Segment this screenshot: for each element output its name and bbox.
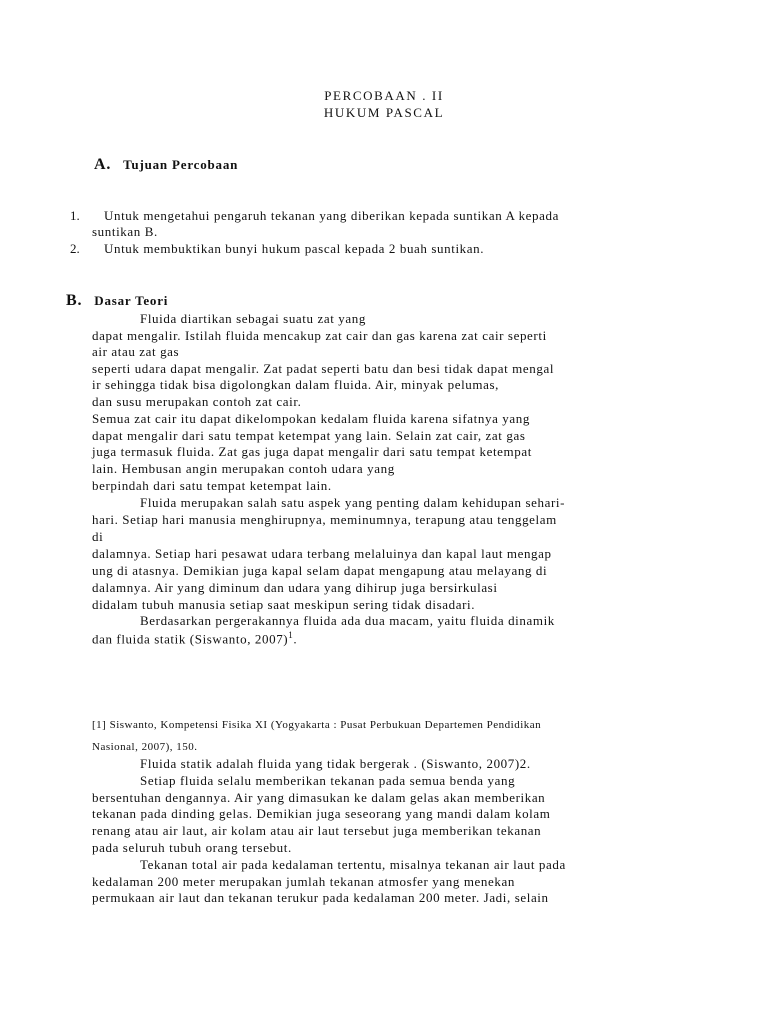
document-title: PERCOBAAN . II <box>324 88 444 103</box>
paragraph-line: kedalaman 200 meter merupakan jumlah tekanan atmosfer yang menekan <box>92 874 515 889</box>
list-item-number: 2. <box>70 241 80 256</box>
section-b-heading <box>66 292 168 310</box>
paragraph-line: di <box>92 529 104 544</box>
section-b-letter: B. <box>66 292 83 309</box>
paragraph-line: dan susu merupakan contoh zat cair. <box>92 394 302 409</box>
footnote <box>92 719 541 731</box>
paragraph-line: Tekanan total air pada kedalaman tertentu, misalnya tekanan air laut pada <box>140 857 566 872</box>
section-b-title: Dasar Teori <box>94 293 169 308</box>
paragraph-line: ir sehingga tidak bisa digolongkan dalam fluida. Air, minyak pelumas, <box>92 377 499 392</box>
paragraph-line: Fluida diartikan sebagai suatu zat yang <box>140 311 366 326</box>
paragraph-line: bersentuhan dengannya. Air yang dimasukan ke dalam gelas akan memberikan <box>92 790 546 805</box>
paragraph-line: berpindah dari satu tempat ketempat lain. <box>92 478 332 493</box>
section-a-letter: A. <box>94 156 112 173</box>
footnote-mark[interactable]: [1] <box>92 719 107 731</box>
list-item-text: Untuk membuktikan bunyi hukum pascal kepada 2 buah suntikan. <box>104 241 485 256</box>
paragraph-line: juga termasuk fluida. Zat gas juga dapat mengalir dari satu tempat ketempat <box>92 444 532 459</box>
paragraph-line: permukaan air laut dan tekanan terukur pada kedalaman 200 meter. Jadi, selain <box>92 890 549 905</box>
paragraph-line: pada seluruh tubuh orang tersebut. <box>92 840 292 855</box>
section-a-heading <box>94 156 238 174</box>
paragraph-line <box>92 630 297 647</box>
paragraph-line: Semua zat cair itu dapat dikelompokan kedalam fluida karena sifatnya yang <box>92 411 530 426</box>
document-subtitle: HUKUM PASCAL <box>323 105 445 120</box>
paragraph-line: dapat mengalir dari satu tempat ketempat yang lain. Selain zat cair, zat gas <box>92 428 526 443</box>
footnote-text-cont: Nasional, 2007), 150. <box>92 741 198 753</box>
paragraph-line: dalamnya. Air yang diminum dan udara yang dihirup juga bersirkulasi <box>92 580 498 595</box>
paragraph-line: didalam tubuh manusia setiap saat meskipun sering tidak disadari. <box>92 597 476 612</box>
paragraph-line: Setiap fluida selalu memberikan tekanan pada semua benda yang <box>140 773 516 788</box>
paragraph-line: renang atau air laut, air kolam atau air laut tersebut juga memberikan tekanan <box>92 823 542 838</box>
paragraph-line: tekanan pada dinding gelas. Demikian juga seseorang yang mandi dalam kolam <box>92 806 551 821</box>
paragraph-line: Fluida merupakan salah satu aspek yang penting dalam kehidupan sehari- <box>140 495 566 510</box>
paragraph-line: Berdasarkan pergerakannya fluida ada dua macam, yaitu fluida dinamik <box>140 613 555 628</box>
list-item-number: 1. <box>70 208 80 223</box>
paragraph-line: dalamnya. Setiap hari pesawat udara terbang melaluinya dan kapal laut mengap <box>92 546 552 561</box>
paragraph-line-text: dan fluida statik (Siswanto, 2007) <box>92 631 289 647</box>
footnote-reference[interactable]: 1 <box>288 630 294 640</box>
paragraph-line: Fluida statik adalah fluida yang tidak bergerak . (Siswanto, 2007)2. <box>140 756 531 771</box>
paragraph-line: lain. Hembusan angin merupakan contoh udara yang <box>92 461 395 476</box>
sentence-period: . <box>293 631 298 647</box>
paragraph-line: dapat mengalir. Istilah fluida mencakup zat cair dan gas karena zat cair seperti <box>92 328 547 343</box>
list-item-text-cont: suntikan B. <box>92 224 158 239</box>
paragraph-line: ung di atasnya. Demikian juga kapal selam dapat mengapung atau melayang di <box>92 563 548 578</box>
list-item-text: Untuk mengetahui pengaruh tekanan yang diberikan kepada suntikan A kepada <box>104 208 559 223</box>
paragraph-line: air atau zat gas <box>92 344 180 359</box>
section-a-title: Tujuan Percobaan <box>123 157 239 172</box>
footnote-text: Siswanto, Kompetensi Fisika XI (Yogyakarta : Pusat Perbukuan Departemen Pendidikan <box>106 719 542 731</box>
paragraph-line: seperti udara dapat mengalir. Zat padat seperti batu dan besi tidak dapat mengal <box>92 361 555 376</box>
paragraph-line: hari. Setiap hari manusia menghirupnya, meminumnya, terapung atau tenggelam <box>92 512 557 527</box>
